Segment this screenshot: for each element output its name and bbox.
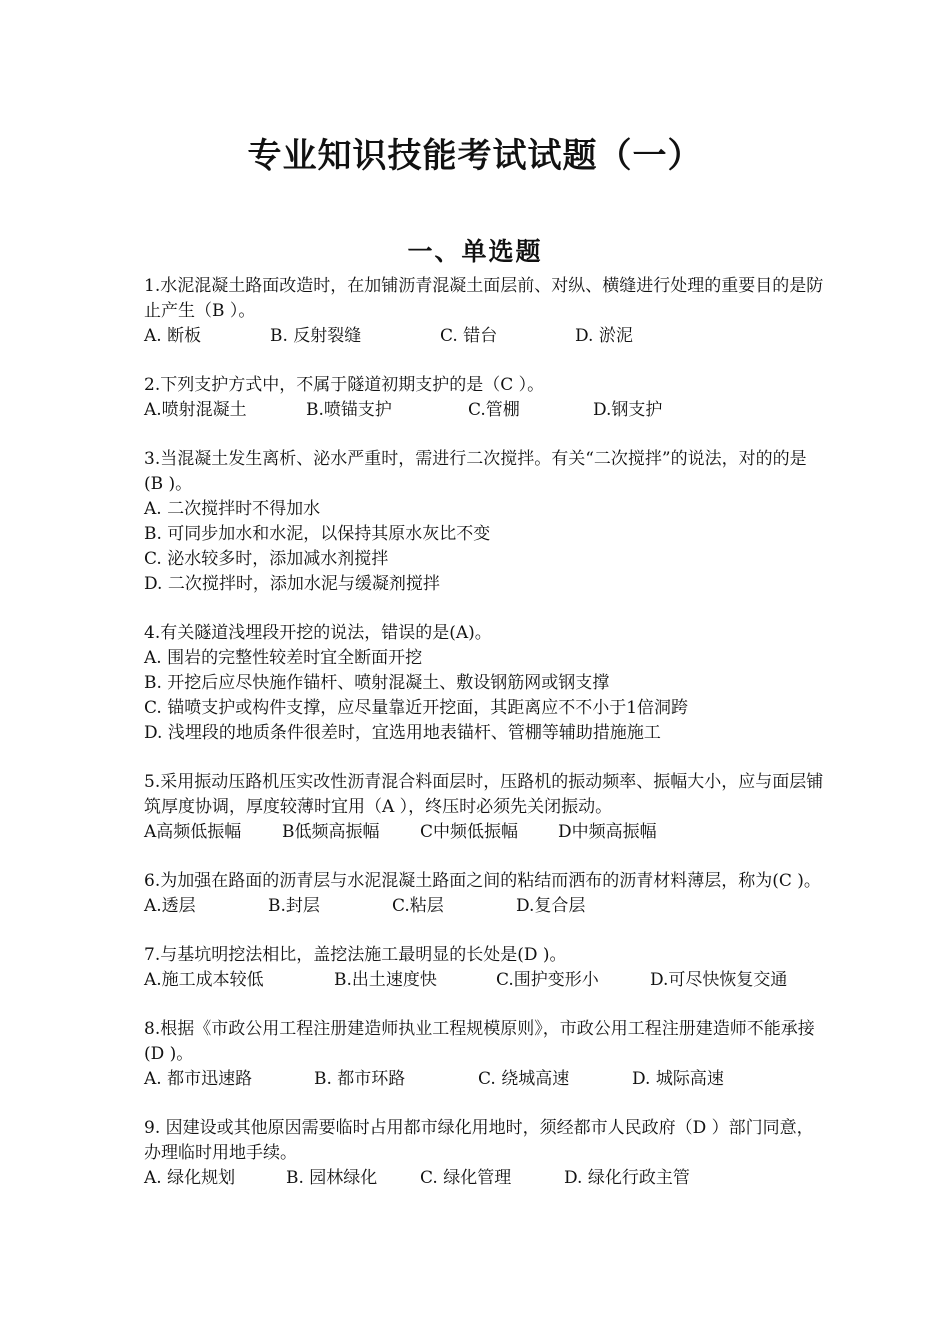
- option-b: B. 反射裂缝: [270, 326, 362, 346]
- question-4: [144, 621, 824, 746]
- option-d: D. 绿化行政主管: [564, 1168, 690, 1188]
- page-title: 专业知识技能考试试题（一）: [247, 136, 703, 176]
- option-c: C. 错台: [440, 326, 498, 346]
- option-list: [144, 968, 824, 993]
- option-c: C.粘层: [392, 896, 444, 916]
- option-d: D. 淤泥: [575, 326, 633, 346]
- option-b: B. 可同步加水和水泥，以保持其原水灰比不变: [144, 524, 491, 544]
- option-c: C.围护变形小: [496, 970, 599, 990]
- option-list: [144, 398, 824, 423]
- option-b: B.封层: [268, 896, 320, 916]
- question-2: [144, 373, 824, 423]
- question-text: 5.采用振动压路机压实改性沥青混合料面层时，压路机的振动频率、振幅大小，应与面层铺筑厚度协调，厚度较薄时宜用（A ），终压时必须先关闭振动。: [144, 772, 824, 817]
- question-3: [144, 447, 824, 597]
- option-list: [144, 1166, 824, 1191]
- question-list: [144, 274, 824, 1215]
- question-text: 2.下列支护方式中，不属于隧道初期支护的是（C ）。: [144, 375, 545, 395]
- option-a: A.透层: [144, 896, 196, 916]
- question-9: [144, 1116, 824, 1191]
- question-1: [144, 274, 824, 349]
- option-list: [144, 497, 824, 597]
- question-text: 9. 因建设或其他原因需要临时占用都市绿化用地时，须经都市人民政府（D ）部门同意，办理临时用地手续。: [144, 1118, 814, 1163]
- option-list: [144, 1067, 824, 1092]
- question-7: [144, 943, 824, 993]
- question-8: [144, 1017, 824, 1092]
- question-5: [144, 770, 824, 845]
- option-d: D. 二次搅拌时，添加水泥与缓凝剂搅拌: [144, 574, 440, 594]
- question-6: [144, 869, 824, 919]
- question-text: 4.有关隧道浅埋段开挖的说法，错误的是(A)。: [144, 623, 492, 643]
- option-c: C中频低振幅: [420, 822, 519, 842]
- option-c: C. 锚喷支护或构件支撑，应尽量靠近开挖面，其距离应不不小于1倍洞跨: [144, 698, 689, 718]
- option-a: A. 绿化规划: [144, 1168, 236, 1188]
- option-a: A高频低振幅: [144, 822, 242, 842]
- option-a: A. 围岩的完整性较差时宜全断面开挖: [144, 648, 423, 668]
- option-c: C.管棚: [468, 400, 520, 420]
- option-d: D中频高振幅: [558, 822, 657, 842]
- option-b: B. 园林绿化: [286, 1168, 378, 1188]
- question-text: 6.为加强在路面的沥青层与水泥混凝土路面之间的粘结而洒布的沥青材料薄层，称为(C )。: [144, 871, 821, 891]
- option-d: D.复合层: [516, 896, 586, 916]
- question-text: 7.与基坑明挖法相比，盖挖法施工最明显的长处是(D )。: [144, 945, 567, 965]
- option-list: [144, 820, 824, 845]
- option-b: B.出土速度快: [334, 970, 437, 990]
- option-d: D.钢支护: [593, 400, 663, 420]
- section-heading: 一、单选题: [407, 237, 543, 266]
- option-b: B低频高振幅: [282, 822, 380, 842]
- option-a: A.喷射混凝土: [144, 400, 247, 420]
- option-list: [144, 894, 824, 919]
- option-c: C. 绕城高速: [478, 1069, 570, 1089]
- option-b: B. 开挖后应尽快施作锚杆、喷射混凝土、敷设钢筋网或钢支撑: [144, 673, 610, 693]
- question-text: 8.根据《市政公用工程注册建造师执业工程规模原则》，市政公用工程注册建造师不能承接(D )。: [144, 1019, 815, 1064]
- option-a: A.施工成本较低: [144, 970, 264, 990]
- option-b: B.喷锚支护: [306, 400, 392, 420]
- question-text: 3.当混凝土发生离析、泌水严重时，需进行二次搅拌。有关“二次搅拌”的说法，对的的是(B )。: [144, 449, 807, 494]
- option-list: [144, 324, 824, 349]
- option-list: [144, 646, 824, 746]
- option-a: A. 都市迅速路: [144, 1069, 253, 1089]
- option-a: A. 二次搅拌时不得加水: [144, 499, 321, 519]
- option-c: C. 泌水较多时，添加减水剂搅拌: [144, 549, 389, 569]
- option-d: D. 城际高速: [632, 1069, 724, 1089]
- option-d: D.可尽快恢复交通: [650, 970, 788, 990]
- option-d: D. 浅埋段的地质条件很差时，宜选用地表锚杆、管棚等辅助措施施工: [144, 723, 661, 743]
- option-c: C. 绿化管理: [420, 1168, 512, 1188]
- option-b: B. 都市环路: [314, 1069, 406, 1089]
- option-a: A. 断板: [144, 326, 202, 346]
- question-text: 1.水泥混凝土路面改造时，在加铺沥青混凝土面层前、对纵、横缝进行处理的重要目的是防止产生（B ）。: [144, 276, 824, 321]
